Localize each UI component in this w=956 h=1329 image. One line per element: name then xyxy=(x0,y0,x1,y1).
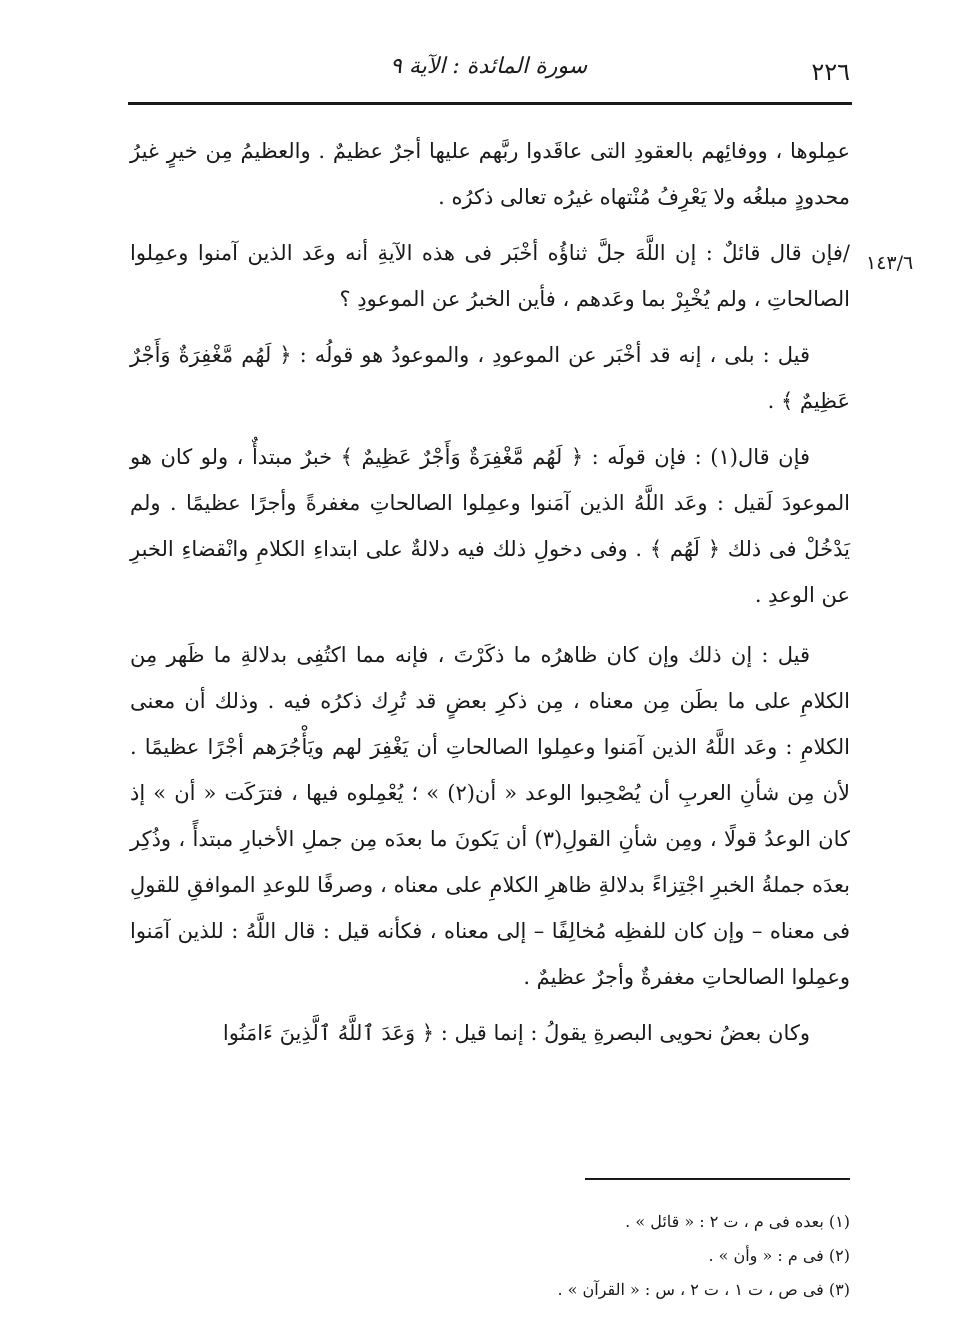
paragraph-6: وكان بعضُ نحويى البصرةِ يقولُ : إنما قيل : ﴿ وَعَدَ ٱللَّهُ ٱلَّذِينَ ءَامَنُوا xyxy=(222,1021,810,1045)
footnotes xyxy=(300,1205,850,1307)
page-header xyxy=(130,52,850,92)
margin-volume-page-reference: ١٤٣/٦ xyxy=(866,252,914,274)
footnote-1: (١) بعده فى م ، ت ٢ : « قائل » . xyxy=(625,1212,850,1231)
header-rule xyxy=(128,102,852,105)
footnote-rule xyxy=(585,1178,850,1180)
paragraph-1: عمِلوها ، ووفائِهم بالعقودِ التى عاقَدوا ربَّهم عليها أجرٌ عظيمٌ . والعظيمُ مِن خيرٍ غيرُ محدودٍ مبلغُه ولا يَعْرِفُ مُنْتهاه غيرُه تعالى ذكرُه . xyxy=(130,139,850,209)
paragraph-5: قيل : إن ذلك وإن كان ظاهرُه ما ذكَرْتَ ، فإنه مما اكتُفِى بدلالةِ ما ظَهر مِن الكلامِ على ما بطَن مِن معناه ، مِن ذكرِ بعضٍ قد تُرِك ذكرُه فيه . وذلك أن معنى الكلامِ : وعَد اللَّهُ الذين آمَنوا وعمِلوا الصالحاتِ أن يَغْفِرَ لهم ويَأْجُرَهم أجْرًا عظيمًا . لأن مِن شأنِ العربِ أن يُصْحِبوا الوعد « أن(٢) » ؛ يُعْمِلوه فيها ، فترَكَت « أن » إذ كان الوعدُ قولًا ، ومِن شأنِ القولِ(٣) أن يَكونَ ما بعدَه مِن جملِ الأخبارِ مبتدأً ، وذُكِر بعدَه جملةُ الخبرِ اجْتِزاءً بدلالةِ ظاهرِ الكلامِ على معناه ، وصرفًا للوعدِ الموافقِ للقولِ فى معناه – وإن كان للفظِه مُخالِفًا – إلى معناه ، فكأنه قيل : قال اللَّهُ : للذين آمَنوا وعمِلوا الصالحاتِ مغفرةٌ وأجرٌ عظيمٌ . xyxy=(130,643,850,989)
paragraph-3: قيل : بلى ، إنه قد أخْبَر عن الموعودِ ، والموعودُ هو قولُه : ﴿ لَهُم مَّغْفِرَةٌ وَأَجْرٌ عَظِيمٌ ﴾ . xyxy=(130,343,850,413)
main-text xyxy=(130,128,850,1066)
running-title: سورة المائدة : الآية ٩ xyxy=(390,54,588,79)
page-number: ٢٢٦ xyxy=(811,58,850,86)
footnote-2: (٢) فى م : « وأن » . xyxy=(708,1246,850,1265)
footnote-3: (٣) فى ص ، ت ١ ، ت ٢ ، س : « القرآن » . xyxy=(557,1280,850,1299)
paragraph-4: فإن قال(١) : فإن قولَه : ﴿ لَهُم مَّغْفِرَةٌ وَأَجْرٌ عَظِيمٌ ﴾ خبرٌ مبتدأٌ ، ولو كان هو الموعودَ لَقيل : وعَد اللَّهُ الذين آمَنوا وعمِلوا الصالحاتِ مغفرةً وأجرًا عظيمًا . ولم يَدْخُلْ فى ذلك ﴿ لَهُم ﴾ . وفى دخولِ ذلك فيه دلالةٌ على ابتداءِ الكلامِ وانْقضاءِ الخبرِ عن الوعدِ . xyxy=(130,445,850,607)
paragraph-2: /فإن قال قائلٌ : إن اللَّهَ جلَّ ثناؤُه أخْبَر فى هذه الآيةِ أنه وعَد الذين آمنوا وعمِلوا الصالحاتِ ، ولم يُخْبِرْ بما وعَدهم ، فأين الخبرُ عن الموعودِ ؟ xyxy=(130,241,850,311)
